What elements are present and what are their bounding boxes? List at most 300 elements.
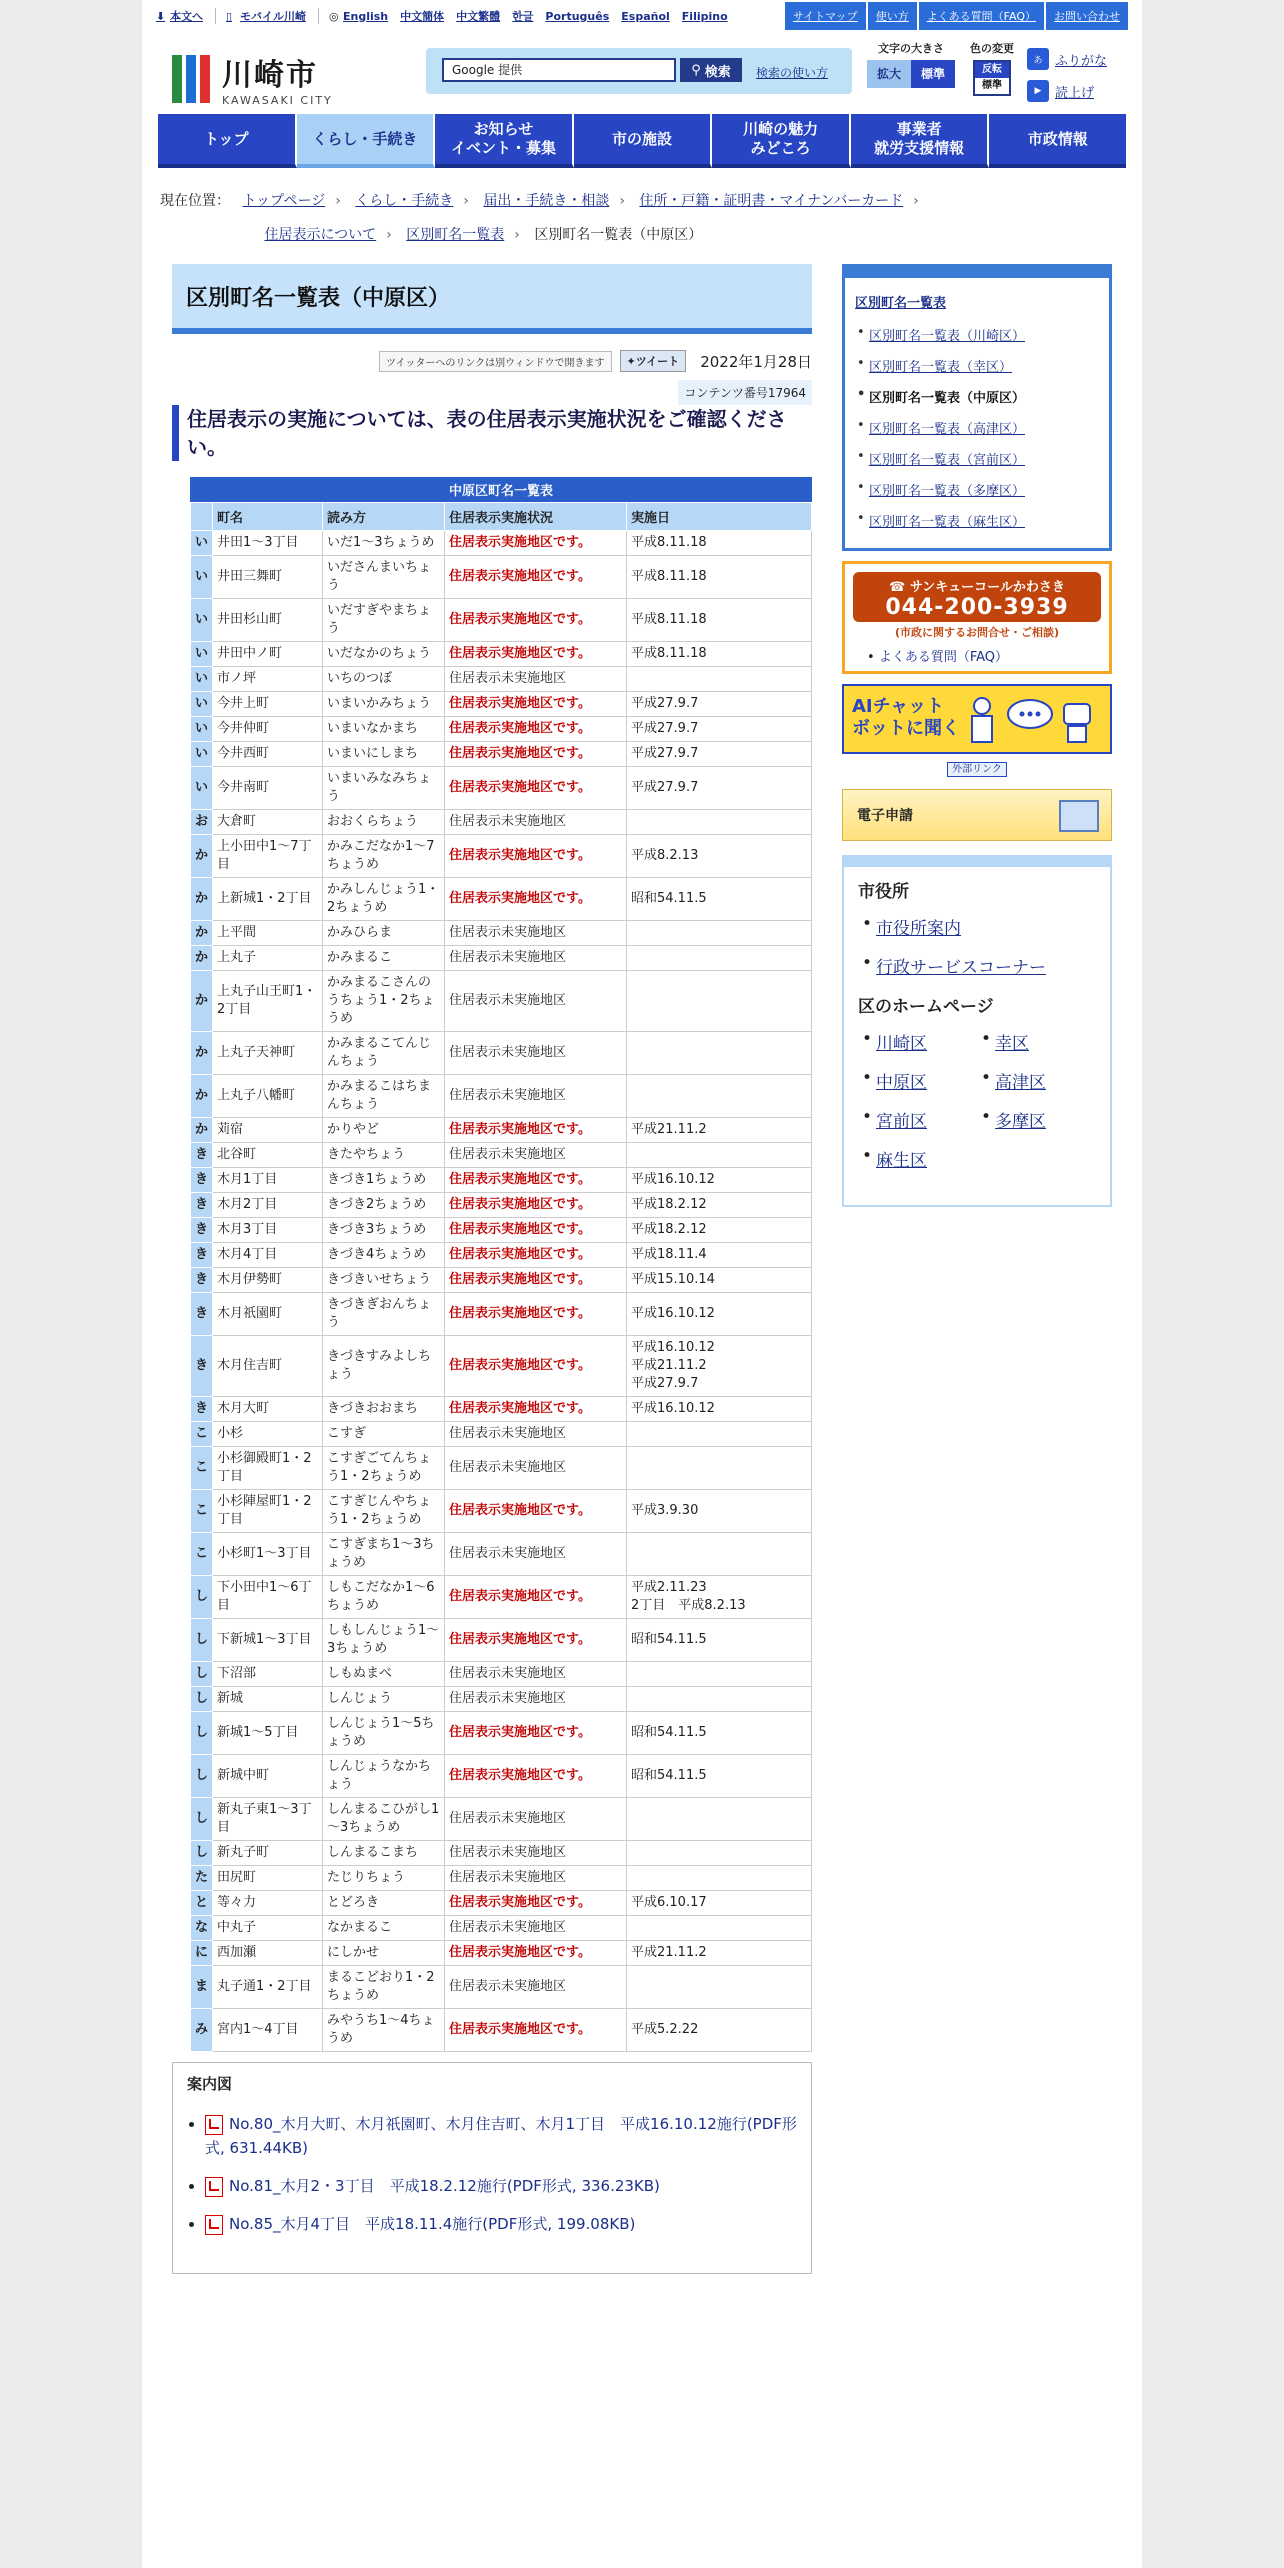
breadcrumb-link[interactable]: 届出・手続き・相談 [483, 193, 610, 209]
nav-top[interactable]: トップ [158, 114, 297, 168]
implementation-date: 平成18.2.12 [627, 1218, 812, 1243]
table-row [191, 1143, 812, 1168]
external-link-label: 外部リンク [947, 762, 1007, 777]
implementation-date: 平成8.2.13 [627, 835, 812, 878]
kana-index: し [191, 1687, 213, 1712]
nav-news-events[interactable]: お知らせ イベント・募集 [435, 114, 574, 168]
kana-index: こ [191, 1490, 213, 1533]
nav-life-procedures[interactable]: くらし・手続き [297, 114, 436, 168]
search-box [426, 48, 852, 94]
mobile-link[interactable] [226, 8, 306, 24]
skip-label: 本文へ [170, 10, 203, 23]
guide-map-pdf-link[interactable]: No.80_木月大町、木月祇園町、木月住吉町、木月1丁目 平成16.10.12施行(PDF形式, 631.44KB) [205, 2115, 797, 2157]
town-reading: しんじょう1～5ちょうめ [323, 1712, 445, 1755]
town-reading: こすぎごてんちょう1・2ちょうめ [323, 1447, 445, 1490]
table-row [191, 1422, 812, 1447]
implementation-date: 平成2.11.23 2丁目 平成8.2.13 [627, 1576, 812, 1619]
ward-link-takatsu[interactable]: 高津区 [995, 1073, 1046, 1093]
town-name: 今井南町 [213, 767, 323, 810]
town-reading: しもしんじょう1～3ちょうめ [323, 1619, 445, 1662]
contact-link[interactable]: お問い合わせ [1046, 2, 1128, 30]
lang-korean[interactable]: 한글 [512, 10, 534, 23]
pdf-icon [205, 2215, 223, 2235]
town-name: 大倉町 [213, 810, 323, 835]
implementation-date: 平成3.9.30 [627, 1490, 812, 1533]
breadcrumb [160, 184, 1120, 252]
nav-business[interactable]: 事業者 就労支援情報 [851, 114, 990, 168]
tweet-label: ツイート [635, 355, 680, 368]
town-reading: いだ1～3ちょうめ [323, 531, 445, 556]
guide-map-pdf-link[interactable]: No.85_木月4丁目 平成18.11.4施行(PDF形式, 199.08KB) [229, 2215, 636, 2233]
kana-index: き [191, 1336, 213, 1397]
nav-city-info[interactable]: 市政情報 [989, 114, 1126, 168]
sidebar-item-miyamae[interactable] [855, 449, 1099, 468]
ai-chatbot-text: AIチャット ボットに聞く [852, 696, 960, 739]
town-reading: いまいにしまち [323, 742, 445, 767]
ai-chatbot-banner[interactable] [842, 684, 1112, 754]
logo-stripe-blue [186, 55, 196, 103]
kana-index: き [191, 1193, 213, 1218]
furigana-label: ふりがな [1055, 53, 1108, 69]
display-status: 住居表示実施地区です。 [445, 556, 627, 599]
display-status: 住居表示実施地区です。 [445, 1397, 627, 1422]
ward-link-tama[interactable]: 多摩区 [995, 1112, 1046, 1132]
town-name: 小杉町1～3丁目 [213, 1533, 323, 1576]
town-reading: いだなかのちょう [323, 642, 445, 667]
ward-link-nakahara[interactable]: 中原区 [876, 1073, 927, 1093]
kana-index: い [191, 599, 213, 642]
chevron-right-icon: › [913, 193, 919, 209]
table-row [191, 1841, 812, 1866]
col-header-status: 住居表示実施状況 [445, 503, 627, 531]
table-caption: 中原区町名一覧表 [190, 477, 812, 502]
display-status: 住居表示実施地区です。 [445, 1891, 627, 1916]
pdf-icon [205, 2177, 223, 2197]
call-center-banner[interactable] [853, 572, 1101, 622]
sidebar-item-takatsu[interactable] [855, 418, 1099, 437]
sidebar-item-label: 区別町名一覧表（川崎区） [869, 329, 1026, 344]
implementation-date [627, 810, 812, 835]
display-status: 住居表示実施地区です。 [445, 599, 627, 642]
table-row [191, 1576, 812, 1619]
table-row [191, 531, 812, 556]
implementation-date [627, 667, 812, 692]
global-nav [158, 114, 1126, 168]
lang-spanish[interactable]: Español [621, 9, 670, 23]
implementation-date: 平成27.9.7 [627, 767, 812, 810]
color-change-control [962, 40, 1022, 96]
city-hall-title: 市役所 [858, 882, 909, 902]
display-status: 住居表示実施地区です。 [445, 1576, 627, 1619]
col-header-reading: 読み方 [323, 503, 445, 531]
kana-index: し [191, 1619, 213, 1662]
table-row [191, 810, 812, 835]
search-button-label: 検索 [704, 64, 731, 80]
kana-index: き [191, 1218, 213, 1243]
town-reading: きづき4ちょうめ [323, 1243, 445, 1268]
breadcrumb-link[interactable]: トップページ [242, 193, 326, 209]
table-body [191, 531, 812, 2052]
col-header-kana [191, 503, 213, 531]
table-row [191, 1168, 812, 1193]
town-name: 丸子通1・2丁目 [213, 1966, 323, 2009]
lang-filipino[interactable]: Filipino [681, 9, 728, 23]
implementation-date: 平成16.10.12 [627, 1397, 812, 1422]
logo-stripe-red [200, 55, 210, 103]
town-name: 上平間 [213, 921, 323, 946]
share-row [172, 350, 812, 372]
guide-map-item [205, 2112, 797, 2160]
town-reading: なかまるこ [323, 1916, 445, 1941]
kana-index: こ [191, 1447, 213, 1490]
display-status: 住居表示実施地区です。 [445, 1168, 627, 1193]
town-name: 今井上町 [213, 692, 323, 717]
logo-stripe-green [172, 55, 182, 103]
town-name: 宮内1～4丁目 [213, 2009, 323, 2052]
display-status: 住居表示実施地区です。 [445, 531, 627, 556]
breadcrumb-link[interactable]: くらし・手続き [355, 193, 454, 209]
ward-homepages-title: 区のホームページ [858, 997, 994, 1017]
table-row [191, 1755, 812, 1798]
kana-index: し [191, 1576, 213, 1619]
display-status: 住居表示実施地区です。 [445, 1268, 627, 1293]
town-reading: かみまるこ [323, 946, 445, 971]
display-status: 住居表示実施地区です。 [445, 835, 627, 878]
table-row [191, 1193, 812, 1218]
town-reading: きづきいせちょう [323, 1268, 445, 1293]
display-status: 住居表示実施地区です。 [445, 1490, 627, 1533]
display-status: 住居表示実施地区です。 [445, 692, 627, 717]
search-button[interactable] [680, 58, 742, 82]
nav-facilities[interactable]: 市の施設 [574, 114, 713, 168]
usage-link[interactable]: 使い方 [868, 2, 917, 30]
kana-index: み [191, 2009, 213, 2052]
table-row [191, 835, 812, 878]
display-status: 住居表示未実施地区 [445, 921, 627, 946]
table-row [191, 1712, 812, 1755]
chatbot-illustration-icon [960, 694, 1100, 744]
sidebar-item-label: 区別町名一覧表（多摩区） [869, 484, 1026, 499]
town-reading: しもぬまべ [323, 1662, 445, 1687]
kana-index: と [191, 1891, 213, 1916]
ward-link-kawasaki[interactable]: 川崎区 [876, 1034, 927, 1054]
table-row [191, 1687, 812, 1712]
display-status: 住居表示実施地区です。 [445, 767, 627, 810]
logo-jp: 川崎市 [222, 58, 318, 93]
search-help-link[interactable]: 検索の使い方 [756, 66, 829, 80]
ward-link-miyamae[interactable]: 宮前区 [876, 1112, 927, 1132]
town-name: 井田杉山町 [213, 599, 323, 642]
implementation-date [627, 1916, 812, 1941]
town-reading: いださんまいちょう [323, 556, 445, 599]
lang-chinese-simplified[interactable]: 中文簡体 [400, 10, 445, 23]
implementation-date: 昭和54.11.5 [627, 1755, 812, 1798]
display-status: 住居表示未実施地区 [445, 1533, 627, 1576]
implementation-date: 平成8.11.18 [627, 556, 812, 599]
display-status: 住居表示未実施地区 [445, 971, 627, 1032]
guide-map-pdf-link[interactable]: No.81_木月2・3丁目 平成18.2.12施行(PDF形式, 336.23KB) [229, 2177, 660, 2195]
ward-item [977, 1068, 1096, 1093]
town-reading: こすぎまち1～3ちょうめ [323, 1533, 445, 1576]
kana-index: か [191, 835, 213, 878]
table-row [191, 1075, 812, 1118]
bird-icon: ✦ [626, 355, 636, 368]
town-reading: かみこだなか1～7ちょうめ [323, 835, 445, 878]
kana-index: か [191, 971, 213, 1032]
town-name: 木月2丁目 [213, 1193, 323, 1218]
table-row [191, 1619, 812, 1662]
town-name: 上丸子八幡町 [213, 1075, 323, 1118]
implementation-date: 平成16.10.12 平成21.11.2 平成27.9.7 [627, 1336, 812, 1397]
ward-link-asao[interactable]: 麻生区 [876, 1151, 927, 1171]
town-name: 木月4丁目 [213, 1243, 323, 1268]
implementation-date [627, 1662, 812, 1687]
kana-index: な [191, 1916, 213, 1941]
call-center-box [842, 561, 1112, 674]
town-reading: きづき2ちょうめ [323, 1193, 445, 1218]
sidebar-item-label: 区別町名一覧表（宮前区） [869, 453, 1026, 468]
display-status: 住居表示未実施地区 [445, 1662, 627, 1687]
e-application-label: 電子申請 [857, 808, 913, 824]
town-name: 新城 [213, 1687, 323, 1712]
breadcrumb-current: 区別町名一覧表（中原区） [534, 227, 703, 243]
town-name: 木月住吉町 [213, 1336, 323, 1397]
chevron-right-icon: › [619, 193, 625, 209]
display-status: 住居表示実施地区です。 [445, 742, 627, 767]
town-name: 市ノ坪 [213, 667, 323, 692]
display-status: 住居表示未実施地区 [445, 810, 627, 835]
town-reading: しんまるこひがし1～3ちょうめ [323, 1798, 445, 1841]
table-row [191, 1032, 812, 1075]
implementation-date [627, 1533, 812, 1576]
sidebar [842, 264, 1112, 1207]
implementation-date: 平成27.9.7 [627, 692, 812, 717]
table-row [191, 717, 812, 742]
town-reading: みやうち1～4ちょうめ [323, 2009, 445, 2052]
search-input[interactable]: Google 提供 [442, 58, 676, 82]
faq-link[interactable]: よくある質問（FAQ） [919, 2, 1044, 30]
table-row [191, 1662, 812, 1687]
town-reading: とどろき [323, 1891, 445, 1916]
table-row [191, 1293, 812, 1336]
implementation-date: 平成6.10.17 [627, 1891, 812, 1916]
implementation-date: 平成8.11.18 [627, 599, 812, 642]
computer-icon [1059, 800, 1099, 832]
town-name: 木月大町 [213, 1397, 323, 1422]
table-row [191, 971, 812, 1032]
font-size-standard-button[interactable]: 標準 [911, 60, 955, 88]
furigana-button[interactable] [1027, 48, 1107, 70]
town-reading: かみまるこはちまんちょう [323, 1075, 445, 1118]
town-reading: まるこどおり1・2ちょうめ [323, 1966, 445, 2009]
phone-icon: ▯ [226, 10, 233, 23]
city-logo[interactable] [172, 50, 333, 107]
town-name: 西加瀬 [213, 1941, 323, 1966]
nav-attractions[interactable]: 川崎の魅力 みどころ [712, 114, 851, 168]
chevron-right-icon: › [335, 193, 341, 209]
sidebar-list-title[interactable]: 区別町名一覧表 [855, 296, 947, 311]
display-status: 住居表示実施地区です。 [445, 717, 627, 742]
implementation-date [627, 946, 812, 971]
display-status: 住居表示実施地区です。 [445, 1243, 627, 1268]
town-name: 下小田中1～6丁目 [213, 1576, 323, 1619]
implementation-date [627, 1798, 812, 1841]
table-row [191, 1490, 812, 1533]
kana-index: か [191, 1075, 213, 1118]
skip-to-content-link[interactable] [156, 8, 203, 24]
service-corner-item [858, 953, 1096, 978]
tweet-button[interactable] [620, 350, 687, 372]
furigana-icon: あ [1027, 48, 1049, 70]
breadcrumb-link[interactable]: 区別町名一覧表 [406, 227, 505, 243]
guide-map-item [205, 2174, 797, 2198]
table-row [191, 1891, 812, 1916]
implementation-date: 昭和54.11.5 [627, 1619, 812, 1662]
lang-portuguese[interactable]: Português [545, 9, 610, 23]
implementation-date [627, 1447, 812, 1490]
breadcrumb-link[interactable]: 住居表示について [264, 227, 377, 243]
table-row [191, 1336, 812, 1397]
content-number: コンテンツ番号17964 [678, 380, 812, 405]
chevron-right-icon: › [386, 227, 392, 243]
implementation-date: 平成16.10.12 [627, 1293, 812, 1336]
display-status: 住居表示実施地区です。 [445, 878, 627, 921]
kana-index: か [191, 878, 213, 921]
town-name: 今井西町 [213, 742, 323, 767]
city-hall-guide-link[interactable]: 市役所案内 [876, 919, 961, 939]
city-hall-box [842, 855, 1112, 1207]
implementation-date: 平成16.10.12 [627, 1168, 812, 1193]
display-status: 住居表示実施地区です。 [445, 1619, 627, 1662]
implementation-date [627, 1422, 812, 1447]
implementation-date: 平成18.11.4 [627, 1243, 812, 1268]
town-name: 小杉陣屋町1・2丁目 [213, 1490, 323, 1533]
kana-index: し [191, 1841, 213, 1866]
table-row [191, 692, 812, 717]
page [142, 0, 1142, 2568]
kana-index: た [191, 1866, 213, 1891]
ward-item [977, 1107, 1096, 1132]
service-corner-link[interactable]: 行政サービスコーナー [876, 958, 1046, 978]
ward-link-saiwai[interactable]: 幸区 [995, 1034, 1029, 1054]
table-row [191, 1798, 812, 1841]
display-status: 住居表示未実施地区 [445, 1032, 627, 1075]
town-reading: かみまるこてんじんちょう [323, 1032, 445, 1075]
implementation-date: 平成27.9.7 [627, 717, 812, 742]
call-center-title [853, 576, 1101, 595]
faq-sidebar-link[interactable]: よくある質問（FAQ） [878, 650, 1008, 665]
table-row [191, 1966, 812, 2009]
kana-index: に [191, 1941, 213, 1966]
table-row [191, 1268, 812, 1293]
town-name: 今井仲町 [213, 717, 323, 742]
color-standard-button[interactable]: 標準 [975, 78, 1009, 94]
kana-index: い [191, 767, 213, 810]
display-status: 住居表示未実施地区 [445, 1798, 627, 1841]
sidebar-item-saiwai[interactable] [855, 356, 1099, 375]
kana-index: い [191, 531, 213, 556]
kana-index: か [191, 921, 213, 946]
chevron-right-icon: › [514, 227, 520, 243]
table-row [191, 742, 812, 767]
sidebar-item-label: 区別町名一覧表（高津区） [869, 422, 1026, 437]
lang-chinese-traditional[interactable]: 中文繁體 [456, 10, 501, 23]
sidebar-item-kawasaki[interactable] [855, 325, 1099, 344]
ward-item [858, 1068, 977, 1093]
e-application-banner[interactable] [842, 789, 1112, 841]
sidebar-item-tama[interactable] [855, 480, 1099, 499]
lang-english[interactable]: English [343, 9, 389, 23]
col-header-town: 町名 [213, 503, 323, 531]
table-row [191, 1533, 812, 1576]
guide-map-title: 案内図 [187, 2075, 233, 2093]
town-name: 木月伊勢町 [213, 1268, 323, 1293]
implementation-date [627, 1687, 812, 1712]
implementation-date: 平成15.10.14 [627, 1268, 812, 1293]
mobile-label: モバイル川崎 [240, 10, 306, 23]
implementation-date [627, 1032, 812, 1075]
kana-index: か [191, 1032, 213, 1075]
town-name: 田尻町 [213, 1866, 323, 1891]
town-name: 上丸子 [213, 946, 323, 971]
implementation-date: 昭和54.11.5 [627, 1712, 812, 1755]
implementation-date [627, 971, 812, 1032]
display-status: 住居表示未実施地区 [445, 1916, 627, 1941]
city-hall-guide-item [858, 914, 1096, 939]
kana-index: し [191, 1712, 213, 1755]
logo-text [222, 50, 333, 107]
kana-index: き [191, 1168, 213, 1193]
implementation-date: 平成21.11.2 [627, 1118, 812, 1143]
display-status: 住居表示未実施地区 [445, 1966, 627, 2009]
implementation-date: 平成21.11.2 [627, 1941, 812, 1966]
display-status: 住居表示実施地区です。 [445, 1193, 627, 1218]
town-reading: いだすぎやまちょう [323, 599, 445, 642]
town-name: 新丸子東1～3丁目 [213, 1798, 323, 1841]
display-status: 住居表示実施地区です。 [445, 1218, 627, 1243]
readaloud-label: 読上げ [1055, 85, 1095, 101]
sidebar-item-asao[interactable] [855, 511, 1099, 530]
sitemap-link[interactable]: サイトマップ [785, 2, 866, 30]
town-name: 井田中ノ町 [213, 642, 323, 667]
twitter-note: ツイッターへのリンクは別ウィンドウで開きます [379, 351, 612, 372]
utility-bar [156, 2, 1128, 30]
display-status: 住居表示実施地区です。 [445, 1755, 627, 1798]
town-name: 新丸子町 [213, 1841, 323, 1866]
table-row [191, 1243, 812, 1268]
display-status: 住居表示実施地区です。 [445, 1712, 627, 1755]
breadcrumb-link[interactable]: 住所・戸籍・証明書・マイナンバーカード [639, 193, 904, 209]
kana-index: い [191, 742, 213, 767]
implementation-date [627, 1866, 812, 1891]
town-name: 上新城1・2丁目 [213, 878, 323, 921]
implementation-date: 平成18.2.12 [627, 1193, 812, 1218]
down-arrow-icon: ⬇ [156, 10, 166, 23]
color-invert-button[interactable]: 反転 [975, 62, 1009, 78]
kana-index: ま [191, 1966, 213, 2009]
font-size-large-button[interactable]: 拡大 [867, 60, 911, 88]
kana-index: き [191, 1397, 213, 1422]
phone-icon: ☎ [889, 580, 910, 595]
town-reading: きづきぎおんちょう [323, 1293, 445, 1336]
readaloud-button[interactable] [1027, 80, 1107, 102]
implementation-date: 平成27.9.7 [627, 742, 812, 767]
table-row [191, 878, 812, 921]
implementation-date [627, 1143, 812, 1168]
town-name: 井田三舞町 [213, 556, 323, 599]
kana-index: き [191, 1143, 213, 1168]
ward-item [858, 1029, 977, 1054]
